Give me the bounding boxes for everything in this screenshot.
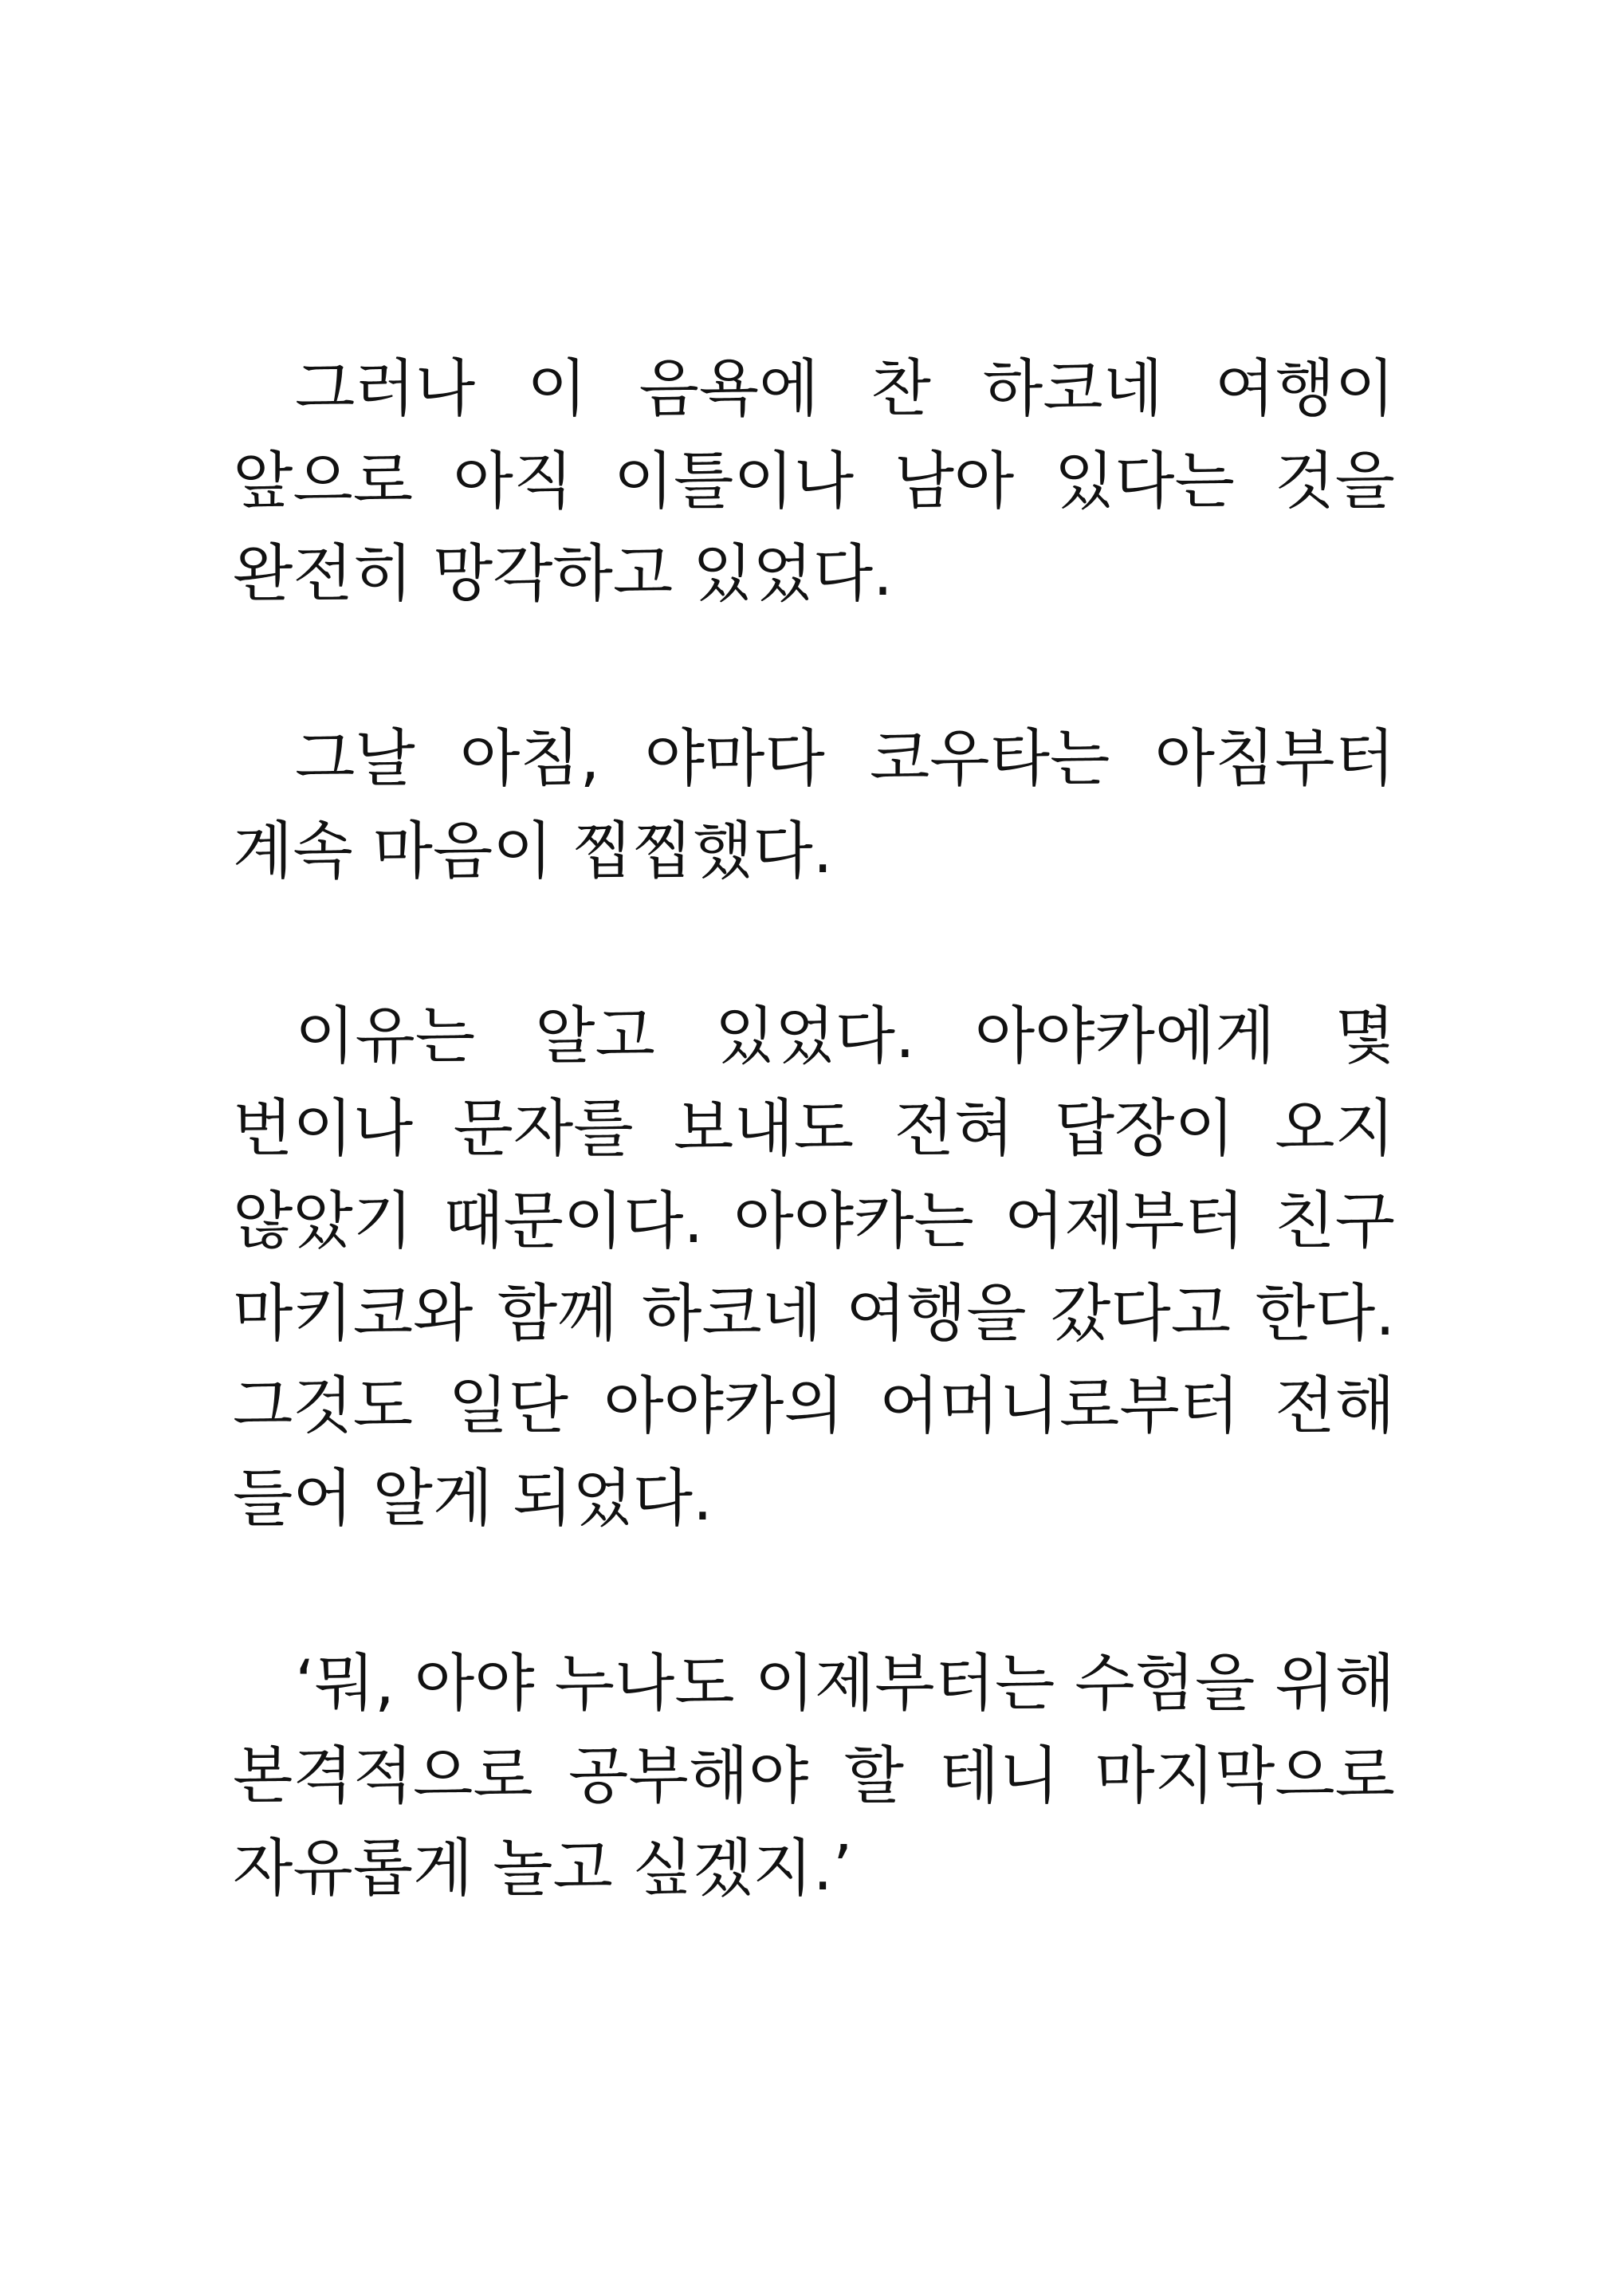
paragraph: ‘뭐, 아야 누나도 이제부터는 수험을 위해 본격적으로 공부해야 할 테니 마지막으로 자유롭게 놀고 싶겠지.’ [233, 1648, 1395, 1905]
body-text [233, 343, 1395, 1915]
paragraph: 그러나 이 음욕에 찬 하코네 여행이 앞으로 아직 이틀이나 남아 있다는 것을 완전히 망각하고 있었다. [233, 353, 1395, 610]
paragraph: 이유는 알고 있었다. 아야카에게 몇 번이나 문자를 보내도 전혀 답장이 오지 않았기 때문이다. 아야카는 어제부터 친구 마키코와 함께 하코네 여행을 갔다고 한다. 그것도 일단 아야카의 어머니로부터 전해 들어 알게 되었다. [233, 1001, 1395, 1535]
paragraph: 그날 아침, 야마다 코우타는 아침부터 계속 마음이 찝찝했다. [233, 723, 1395, 887]
